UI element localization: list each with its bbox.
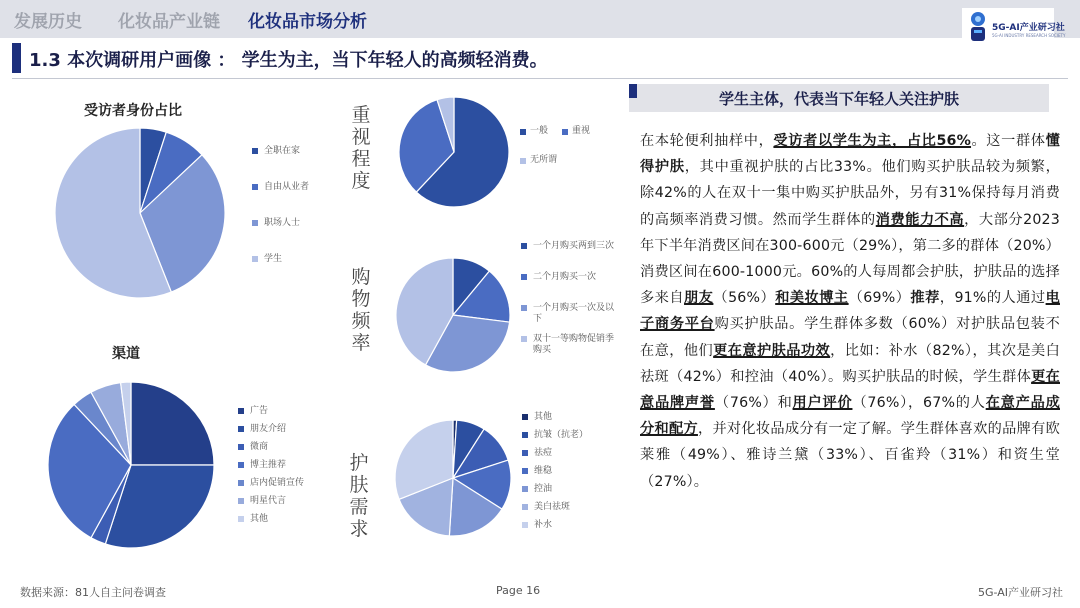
body-emphasis: 推荐 [910,290,940,307]
body-emphasis: 懂得护肤 [640,133,1060,176]
needs-legend-label: 其他 [534,412,553,422]
needs-legend-swatch [522,414,528,420]
body-emphasis: 电子商务平台 [640,290,1060,333]
panel-body-text [640,128,1060,495]
importance-legend [520,126,620,186]
identity-pie-chart [55,128,225,298]
body-emphasis: 受访者以学生为主，占比56% [773,133,972,149]
nav-item-market-analysis[interactable]: 化妆品市场分析 [248,12,367,32]
needs-legend-label: 美白祛斑 [534,502,571,512]
body-segment: （69%） [848,290,911,307]
channel-chart-title: 渠道 [112,346,140,362]
frequency-legend-swatch [521,274,527,280]
importance-legend-item [520,126,548,137]
top-nav [0,0,1080,38]
channel-legend-label: 其他 [250,514,269,524]
channel-legend-label: 店内促销宣传 [250,478,305,488]
needs-legend-label: 维稳 [534,466,553,476]
channel-legend-swatch [238,516,244,522]
needs-legend [522,412,622,532]
frequency-legend-swatch [521,336,527,342]
importance-legend-swatch [520,158,526,164]
footer-brand: 5G-AI产业研习社 [978,586,1064,599]
body-segment: ，比如：补水（82%），其次是美白祛斑（42%）和控油（40%）。购买护肤品的时候，学生群体 [640,342,1060,385]
needs-chart-label: 护 肤 需 求 [349,452,369,540]
body-emphasis: 更在意护肤品功效 [713,342,831,359]
channel-legend [238,406,348,526]
identity-legend-swatch [252,148,258,154]
body-segment: 。这一群体 [971,133,1046,149]
body-emphasis: 更在意品牌声誉 [640,368,1060,412]
importance-legend-label: 无所谓 [530,155,558,165]
importance-legend-swatch [520,129,526,135]
body-segment: 在本轮便利抽样中， [640,133,774,149]
frequency-legend-label: 双十一等购物促销季购买 [533,334,615,355]
identity-chart-title: 受访者身份占比 [84,103,182,119]
logo-mark-icon [966,10,990,44]
needs-legend-swatch [522,468,528,474]
channel-legend-label: 微商 [250,442,269,452]
identity-legend-swatch [252,220,258,226]
brand-logo [962,8,1066,50]
frequency-pie-chart [396,258,510,372]
identity-legend-swatch [252,256,258,262]
body-segment: ，大部分2023年下半年消费区间在300-600元（29%），第二多的群体（20%）消费区间在600-1000元。60%的人每周都会护肤，护肤品的选择多来自 [640,211,1060,307]
nav-item-history[interactable]: 发展历史 [14,12,82,32]
identity-legend-label: 自由从业者 [264,182,310,192]
frequency-legend-label: 二个月购买一次 [533,272,597,282]
frequency-legend-swatch [521,243,527,249]
channel-legend-swatch [238,408,244,414]
channel-pie-chart [48,382,214,548]
needs-legend-swatch [522,432,528,438]
frequency-legend-label: 一个月购买一次及以下 [533,303,615,324]
channel-slice-0 [131,382,214,465]
body-segment: （76%），67%的人 [852,395,986,412]
channel-legend-swatch [238,498,244,504]
body-segment: 购买护肤品。学生群体多数（60%）对护肤品包装不在意，他们 [640,316,1060,359]
channel-legend-swatch [238,480,244,486]
importance-legend-label: 一般 [530,126,549,136]
importance-legend-label: 重视 [572,126,591,136]
identity-legend-label: 职场人士 [264,218,301,228]
frequency-legend-label: 一个月购买两到三次 [533,241,615,251]
needs-legend-swatch [522,486,528,492]
needs-legend-label: 祛痘 [534,448,553,458]
body-segment: （76%）和 [714,395,793,412]
channel-legend-swatch [238,462,244,468]
logo-subtext: 5G-AI INDUSTRY RESEARCH SOCIETY [992,33,1066,38]
channel-legend-label: 广告 [250,406,269,416]
needs-pie-chart [395,420,511,536]
importance-pie-chart [399,97,509,207]
channel-legend-swatch [238,444,244,450]
needs-legend-label: 控油 [534,484,553,494]
body-segment: ，91%的人通过 [939,290,1046,307]
frequency-chart-label: 购 物 频 率 [351,266,371,354]
importance-legend-item [562,126,590,137]
title-divider [12,78,1068,79]
needs-legend-swatch [522,450,528,456]
needs-legend-swatch [522,522,528,528]
identity-legend-swatch [252,184,258,190]
frequency-legend-swatch [521,305,527,311]
page-number: Page 16 [496,584,541,597]
importance-chart-label: 重 视 程 度 [351,104,371,192]
logo-text: 5G-AI产业研习社 [992,23,1065,33]
needs-legend-swatch [522,504,528,510]
needs-legend-label: 抗皱（抗老） [534,430,589,440]
body-emphasis: 朋友 [684,290,714,307]
channel-legend-label: 朋友介绍 [250,424,287,434]
identity-legend-label: 全职在家 [264,146,301,156]
body-emphasis: 消费能力不高 [875,211,965,228]
title-accent-bar [12,43,21,73]
body-emphasis: 用户评价 [792,395,853,412]
channel-legend-label: 明星代言 [250,496,287,506]
body-segment: （56%） [713,290,776,307]
nav-item-industry-chain[interactable]: 化妆品产业链 [118,12,220,32]
needs-legend-label: 补水 [534,520,553,530]
channel-legend-swatch [238,426,244,432]
panel-title: 学生主体，代表当下年轻人关注护肤 [718,90,959,108]
channel-legend-label: 博主推荐 [250,460,287,470]
data-source: 数据来源：81人自主问卷调查 [20,586,166,599]
importance-legend-item [520,155,606,166]
page-title: 1.3 本次调研用户画像 ： 学生为主，当下年轻人的高频轻消费。 [29,50,548,71]
body-emphasis: 和美妆博主 [775,290,849,307]
body-emphasis: 在意产品成分和配方 [640,395,1060,438]
body-segment: ，并对化妆品成分有一定了解。学生群体喜欢的品牌有欧莱雅（49%）、雅诗兰黛（33%）、百雀羚（31%）和资生堂（27%）。 [640,421,1060,490]
importance-legend-swatch [562,129,568,135]
body-segment: ，其中重视护肤的占比33%。他们购买护肤品较为频繁，除42%的人在双十一集中购买护肤品外，另有31%保持每月消费的高频率消费习惯。然而学生群体的 [640,159,1060,228]
frequency-legend [521,241,621,371]
identity-legend-label: 学生 [264,254,283,264]
